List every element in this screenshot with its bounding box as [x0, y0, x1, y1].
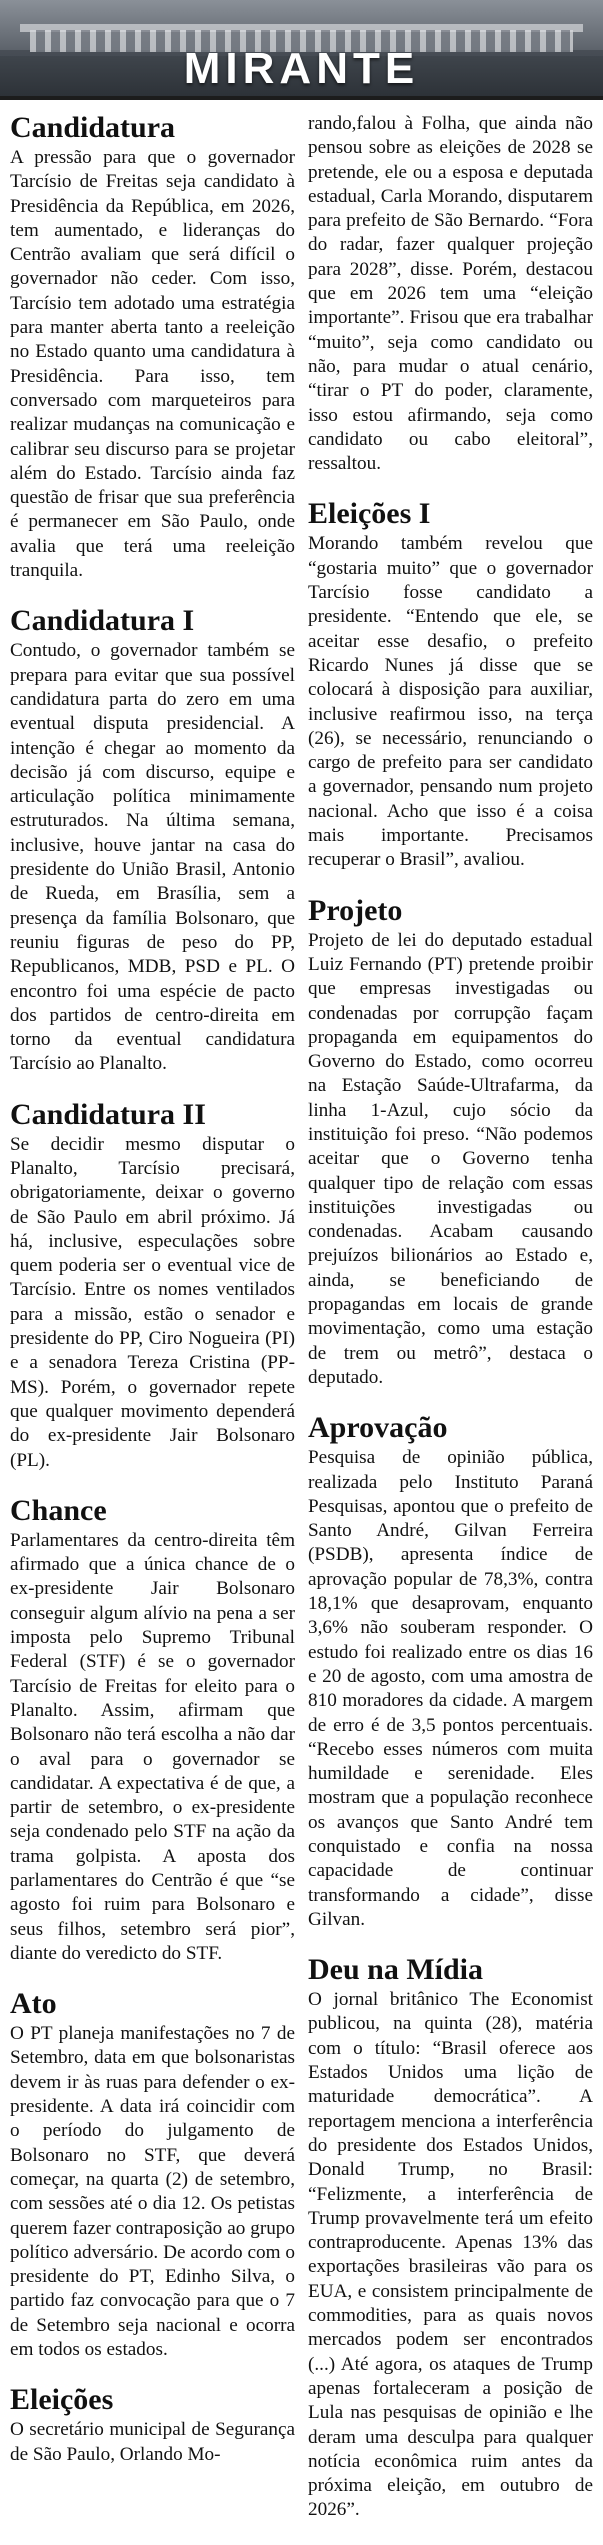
section-heading: Candidatura II — [10, 1097, 206, 1131]
section-candidatura-i — [10, 605, 295, 1076]
section-heading: Chance — [10, 1493, 107, 1527]
section-text: rando,falou à Folha, que ainda não pensou sobre as eleições de 2028 se pretende, ele ou a esposa e deputada estadual, Carla Morando, disputarem para prefeito de São Bernardo. “Fora do radar, fazer qualquer projeção para 2028”, disse. Porém, destacou que em 2026 tem uma “eleição importante”. Frisou que era trabalhar “muito”, seja como candidato ou não, para mudar o atual cenário, “tirar o PT do poder, claramente, isso estou afirmando, seja como candidato ou cabo eleitoral”, ressaltou. — [308, 113, 593, 475]
section-candidatura — [10, 112, 295, 583]
header-divider — [0, 96, 603, 100]
section-aprovacao — [308, 1412, 593, 1932]
section-eleicoes-continued — [308, 112, 593, 476]
section-text: O PT planeja manifestações no 7 de Setembro, data em que bolsonaristas devem ir às ruas para defender o ex-presidente. A data irá coincidir com o período do julgamento de Bolsonaro no STF, que deverá começar, na quarta (2) de setembro, com sessões até o dia 12. Os petistas querem fazer contraposição ao grupo político adversário. De acordo com o presidente do PT, Edinho Silva, o partido faz convocação para que o 7 de Setembro seja nacional e ocorra em todos os estados. — [10, 2023, 295, 2361]
section-text: O jornal britânico The Economist publicou, na quinta (28), matéria com o título: “Brasil oferece aos Estados Unidos uma lição de maturidade democrática”. A reportagem menciona a interferência do presidente dos Estados Unidos, Donald Trump, no Brasil: “Felizmente, a interferência de Trump provavelmente terá um efeito contraproducente. Apenas 13% das exportações brasileiras vão para os EUA, e consistem principalmente de commodities, para as quais novos mercados podem ser encontrados (...) Até agora, os ataques de Trump apenas fortaleceram a posição de Lula nas pesquisas de opinião e lhe deram uma desculpa para qualquer notícia econômica ruim antes da próxima eleição, em outubro de 2026”. — [308, 1989, 593, 2521]
section-text: A pressão para que o governador Tarcísio de Freitas seja candidato à Presidência da República, em 2026, tem aumentado, e lideranças do Centrão avaliam que será difícil o governador não ceder. Com isso, Tarcísio tem adotado uma estratégia para manter aberta tanto a reeleição no Estado quanto uma candidatura à Presidência. Para isso, tem conversado com marqueteiros para realizar mudanças na comunicação e calibrar seu discurso para se projetar além do Estado. Tarcísio ainda faz questão de frisar que sua preferência é permanecer em São Paulo, onde avalia que terá uma reeleição tranquila. — [10, 147, 295, 582]
section-heading: Ato — [10, 1987, 57, 2021]
section-heading: Projeto — [308, 893, 403, 927]
section-text: Se decidir mesmo disputar o Planalto, Tarcísio precisará, obrigatoriamente, deixar o governo de São Paulo em abril próximo. Já há, inclusive, especulações sobre quem poderia ser o eventual vice de Tarcísio. Entre os nomes ventilados para a missão, estão o senador e presidente do PP, Ciro Nogueira (PI) e a senadora Tereza Cristina (PP-MS). Porém, o governador repete que qualquer movimento dependerá do ex-presidente Jair Bolsonaro (PL). — [10, 1133, 295, 1471]
section-heading: Eleições I — [308, 497, 431, 531]
section-heading: Eleições — [10, 2383, 114, 2417]
section-candidatura-ii — [10, 1099, 295, 1473]
section-text: Pesquisa de opinião pública, realizada pelo Instituto Paraná Pesquisas, apontou que o prefeito de Santo André, Gilvan Ferreira (PSDB), apresenta índice de aprovação popular de 78,3%, contra 18,1% que desaprovam, enquanto 3,6% não souberam responder. O estudo foi realizado entre os dias 16 e 20 de agosto, com uma amostra de 810 moradores da cidade. A margem de erro é de 3,5 pontos percentuais. “Recebo esses números com muita humildade e serenidade. Eles mostram que a população reconhece os avanços que Santo André tem conquistado e confia na nossa capacidade de continuar transformando a cidade”, disse Gilvan. — [308, 1447, 593, 1930]
section-chance — [10, 1495, 295, 1966]
section-heading: Deu na Mídia — [308, 1953, 484, 1987]
section-deu-na-midia — [308, 1954, 593, 2523]
masthead-banner — [0, 0, 603, 96]
section-text: Contudo, o governador também se prepara para evitar que sua possível candidatura parta do zero em uma eventual disputa presidencial. A intenção é chegar ao momento da decisão já com discurso, equipe e articulação política minimamente estruturados. Na última semana, inclusive, houve jantar na casa do presidente do União Brasil, Antonio de Rueda, em Brasília, sem a presença da família Bolsonaro, que reuniu figuras de peso do PP, Republicanos, MDB, PSD e PL. O encontro foi uma espécie de pacto dos partidos de centro-direita em torno da eventual candidatura Tarcísio ao Planalto. — [10, 640, 295, 1075]
section-heading: Candidatura — [10, 111, 176, 144]
left-column — [10, 112, 295, 2489]
section-eleicoes-i — [308, 498, 593, 872]
section-text: O secretário municipal de Segurança de São Paulo, Orlando Mo- — [10, 2419, 295, 2465]
section-heading: Candidatura I — [10, 604, 195, 638]
section-text: Projeto de lei do deputado estadual Luiz Fernando (PT) pretende proibir que empresas investigadas ou condenadas por corrupção façam propaganda em equipamentos do Governo do Estado, como ocorreu na Estação Saúde-Ultrafarma, da linha 1-Azul, cujo sócio da instituição foi preso. “Não podemos aceitar que o Governo tenha qualquer tipo de relação com essas instituições investigadas ou condenadas. Acabam causando prejuízos bilionários ao Estado e, ainda, se beneficiando de propagandas em locais de grande movimentação, como uma estação de trem ou metrô”, destaca o deputado. — [308, 929, 593, 1388]
right-column — [308, 112, 593, 2545]
section-projeto — [308, 895, 593, 1391]
section-text: Parlamentares da centro-direita têm afirmado que a única chance de o ex-presidente Jair Bolsonaro conseguir algum alívio na pena a ser imposta pelo Supremo Tribunal Federal (STF) é se o governador Tarcísio de Freitas for eleito para o Planalto. Assim, afirmam que Bolsonaro não terá escolha a não dar o aval para o governador se candidatar. A expectativa é de que, a partir de setembro, o ex-presidente seja condenado pelo STF na ação da trama golpista. A aposta dos parlamentares do Centrão é que “se agosto foi ruim para Bolsonaro e seus filhos, setembro será pior”, diante do veredicto do STF. — [10, 1529, 295, 1964]
section-text: Morando também revelou que “gostaria muito” que o governador Tarcísio fosse candidato a presidente. “Entendo que ele, se aceitar esse desafio, o prefeito Ricardo Nunes já disse que se colocará à disposição para auxiliar, inclusive reafirmou isso, na terça (26), se necessário, renunciando o cargo de prefeito para ser candidato a governador, pensando num projeto nacional. Acho que isso é a coisa mais importante. Precisamos recuperar o Brasil”, avaliou. — [308, 533, 593, 871]
column-title: MIRANTE — [183, 44, 420, 93]
section-ato — [10, 1988, 295, 2362]
section-heading: Aprovação — [308, 1411, 448, 1445]
